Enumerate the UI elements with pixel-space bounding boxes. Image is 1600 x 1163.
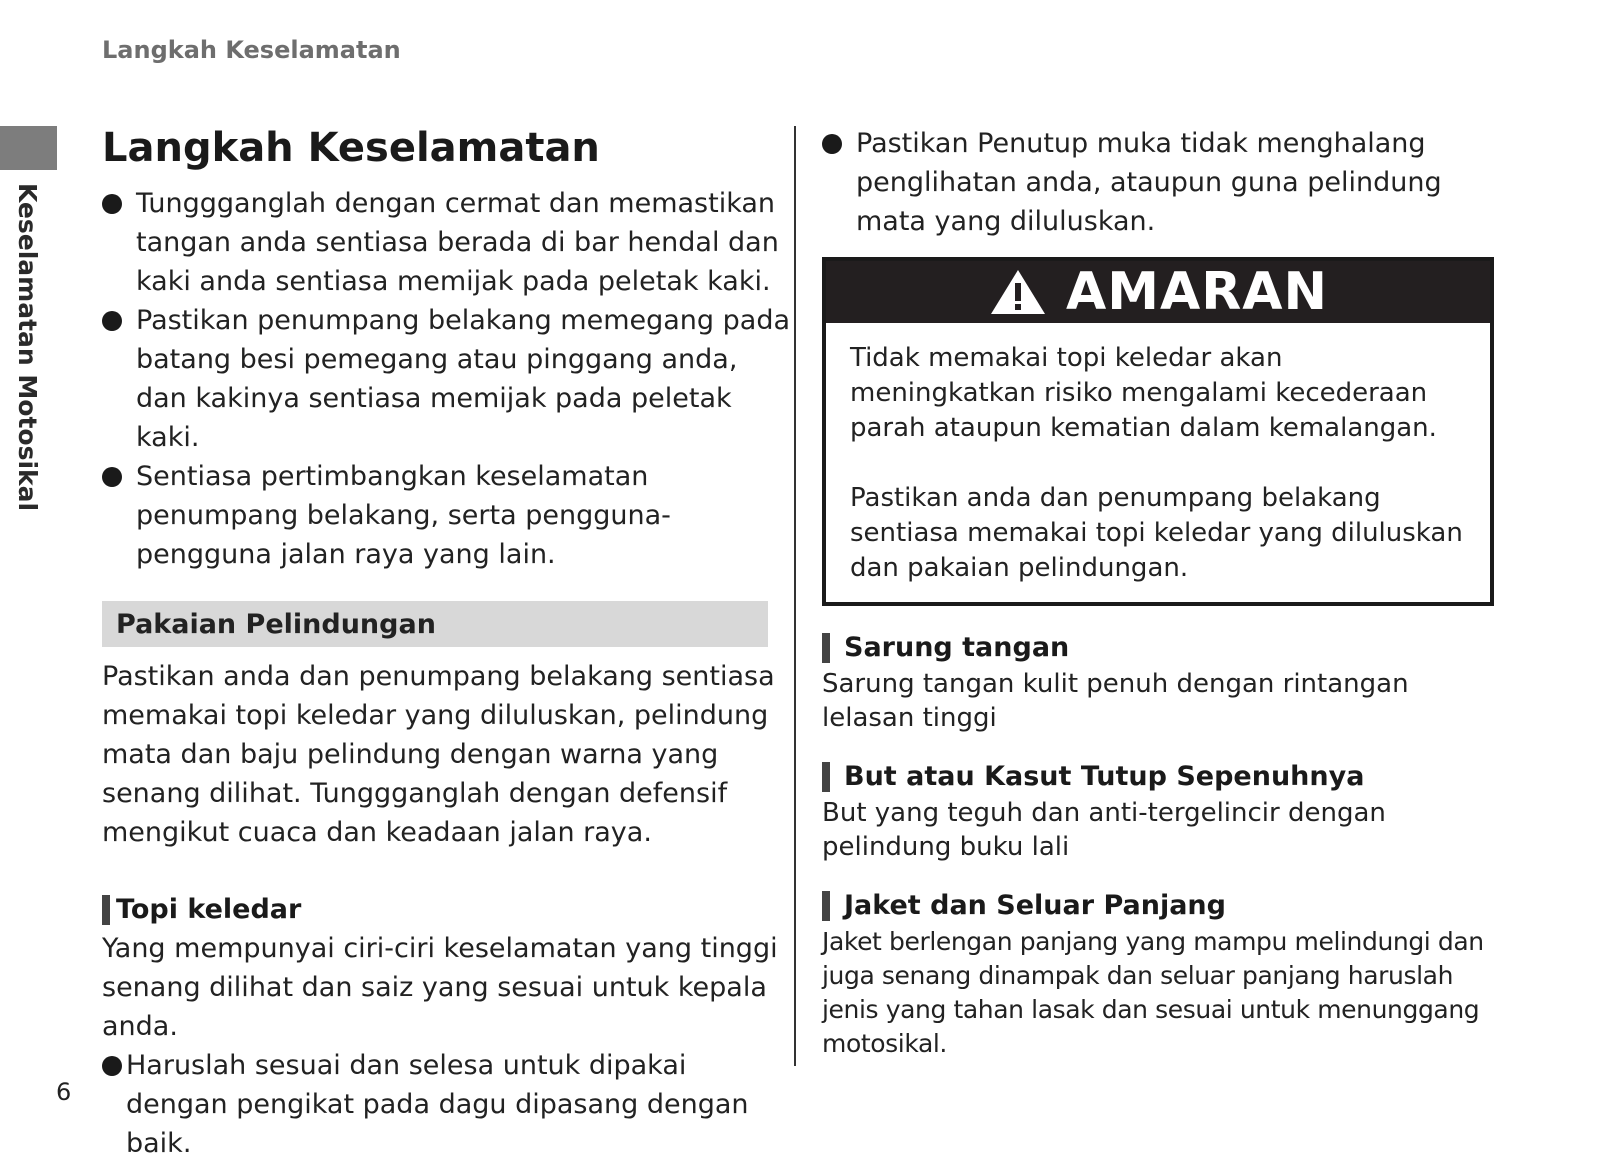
bullet-item [102, 1046, 792, 1163]
bullet-text: Sentiasa pertimbangkan keselamatan penumpang belakang, serta pengguna-pengguna jalan raya yang lain. [136, 461, 671, 570]
subheading-marker [822, 762, 830, 792]
bullet-item [102, 184, 792, 301]
jacket-paragraph: Jaket berlengan panjang yang mampu melindungi dan juga senang dinampak dan seluar panjang haruslah jenis yang tahan lasak dan sesuai untuk menunggang motosikal. [822, 927, 1484, 1058]
bullet-icon [102, 311, 122, 331]
bullet-item [102, 457, 792, 574]
bullet-text: Pastikan penumpang belakang memegang pada batang besi pemegang atau pinggang anda, dan kakinya sentiasa memijak pada peletak kaki. [136, 305, 791, 453]
right-column [822, 124, 1502, 1061]
warning-paragraph: Pastikan anda dan penumpang belakang sentiasa memakai topi keledar yang diluluskan dan pakaian pelindungan. [850, 483, 1463, 583]
jacket-subheading [822, 890, 1502, 921]
section-heading [102, 601, 768, 647]
subheading-marker [822, 891, 830, 921]
subheading-marker [822, 633, 830, 663]
helmet-bullet-list [102, 1046, 792, 1163]
helmet-subheading [102, 894, 792, 925]
helmet-paragraph: Yang mempunyai ciri-ciri keselamatan yang tinggi senang dilihat dan saiz yang sesuai untuk kepala anda. [102, 933, 778, 1042]
warning-header [826, 261, 1490, 323]
warning-box [822, 257, 1494, 606]
boots-subheading [822, 761, 1502, 792]
running-header: Langkah Keselamatan [102, 36, 401, 64]
subheading-marker [102, 895, 110, 925]
section-heading-text: Pakaian Pelindungan [116, 608, 436, 640]
bullet-icon [102, 194, 122, 214]
bullet-icon [102, 467, 122, 487]
bullet-text: Pastikan Penutup muka tidak menghalang penglihatan anda, ataupun guna pelindung mata yang diluluskan. [856, 128, 1442, 237]
jacket-heading-text: Jaket dan Seluar Panjang [844, 890, 1226, 921]
boots-heading-text: But atau Kasut Tutup Sepenuhnya [844, 761, 1365, 792]
visor-bullet-list [822, 124, 1502, 241]
column-divider [794, 126, 796, 1066]
left-column [102, 124, 792, 1163]
warning-body [826, 323, 1490, 602]
gloves-heading-text: Sarung tangan [844, 632, 1070, 663]
chapter-tab-label: Keselamatan Motosikal [13, 183, 42, 512]
section-paragraph: Pastikan anda dan penumpang belakang sentiasa memakai topi keledar yang diluluskan, pelindung mata dan baju pelindung dengan warna yang senang dilihat. Tunggganglah dengan defensif mengikut cuaca dan keadaan jalan raya. [102, 661, 775, 848]
bullet-icon [102, 1056, 122, 1076]
warning-triangle-icon [988, 267, 1048, 317]
bullet-item [822, 124, 1502, 241]
boots-paragraph: But yang teguh dan anti-tergelincir dengan pelindung buku lali [822, 798, 1386, 862]
bullet-text: Haruslah sesuai dan selesa untuk dipakai dengan pengikat pada dagu dipasang dengan baik. [126, 1050, 749, 1159]
page-number: 6 [56, 1078, 72, 1106]
bullet-text: Tunggganglah dengan cermat dan memastikan tangan anda sentiasa berada di bar hendal dan kaki anda sentiasa memijak pada peletak kaki. [136, 188, 779, 297]
bullet-item [102, 301, 792, 457]
gloves-subheading [822, 632, 1502, 663]
helmet-heading-text: Topi keledar [116, 894, 302, 925]
warning-paragraph: Tidak memakai topi keledar akan meningkatkan risiko mengalami kecederaan parah ataupun kematian dalam kemalangan. [850, 343, 1437, 443]
chapter-tab-marker [0, 126, 57, 170]
warning-label: AMARAN [1065, 262, 1329, 322]
gloves-paragraph: Sarung tangan kulit penuh dengan rintangan lelasan tinggi [822, 669, 1409, 733]
page-title: Langkah Keselamatan [102, 125, 600, 171]
bullet-icon [822, 134, 842, 154]
safety-bullet-list [102, 184, 792, 574]
